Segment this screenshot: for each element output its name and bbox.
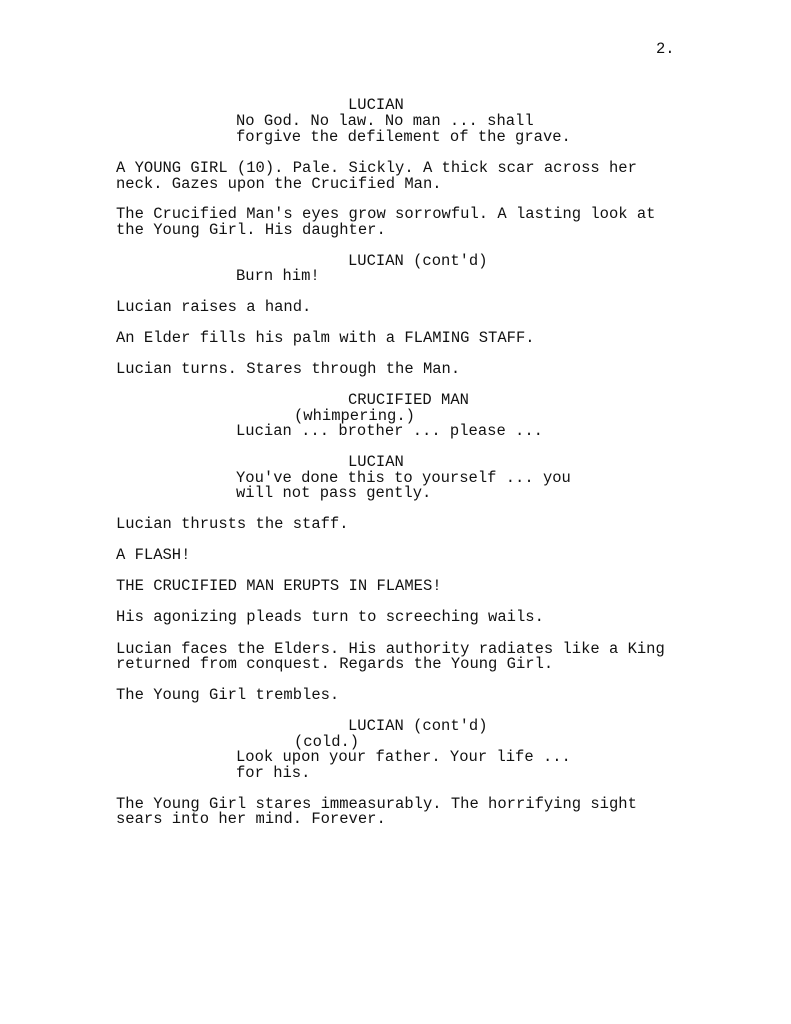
dialogue-line: No God. No law. No man ... shall [236, 112, 534, 130]
dialogue-line: You've done this to yourself ... you [236, 469, 571, 487]
parenthetical: (cold.) [294, 733, 360, 751]
page-number: 2. [656, 40, 675, 58]
character-cue: LUCIAN [348, 453, 404, 471]
action-line: A FLASH! [116, 546, 191, 564]
action-line: Lucian raises a hand. [116, 298, 312, 316]
dialogue-line: Lucian ... brother ... please ... [236, 422, 543, 440]
action-line: An Elder fills his palm with a FLAMING STAFF. [116, 329, 535, 347]
action-line: The Young Girl trembles. [116, 686, 340, 704]
action-line: Lucian thrusts the staff. [116, 515, 349, 533]
action-line: The Young Girl stares immeasurably. The horrifying sight [116, 795, 637, 813]
action-line: Lucian turns. Stares through the Man. [116, 360, 461, 378]
action-line: His agonizing pleads turn to screeching wails. [116, 608, 544, 626]
character-cue: CRUCIFIED MAN [348, 391, 469, 409]
action-line: The Crucified Man's eyes grow sorrowful. A lasting look at [116, 205, 656, 223]
action-line: A YOUNG GIRL (10). Pale. Sickly. A thick scar across her [116, 159, 637, 177]
action-line: Lucian faces the Elders. His authority radiates like a King [116, 640, 665, 658]
dialogue-line: for his. [236, 764, 311, 782]
action-line: returned from conquest. Regards the Young Girl. [116, 655, 554, 673]
parenthetical: (whimpering.) [294, 407, 415, 425]
character-cue: LUCIAN (cont'd) [348, 252, 488, 270]
dialogue-line: forgive the defilement of the grave. [236, 128, 571, 146]
dialogue-line: will not pass gently. [236, 484, 432, 502]
dialogue-line: Burn him! [236, 267, 320, 285]
action-line: the Young Girl. His daughter. [116, 221, 386, 239]
action-line: neck. Gazes upon the Crucified Man. [116, 175, 442, 193]
character-cue: LUCIAN [348, 96, 404, 114]
character-cue: LUCIAN (cont'd) [348, 717, 488, 735]
action-line: sears into her mind. Forever. [116, 810, 386, 828]
dialogue-line: Look upon your father. Your life ... [236, 748, 571, 766]
action-line: THE CRUCIFIED MAN ERUPTS IN FLAMES! [116, 577, 442, 595]
